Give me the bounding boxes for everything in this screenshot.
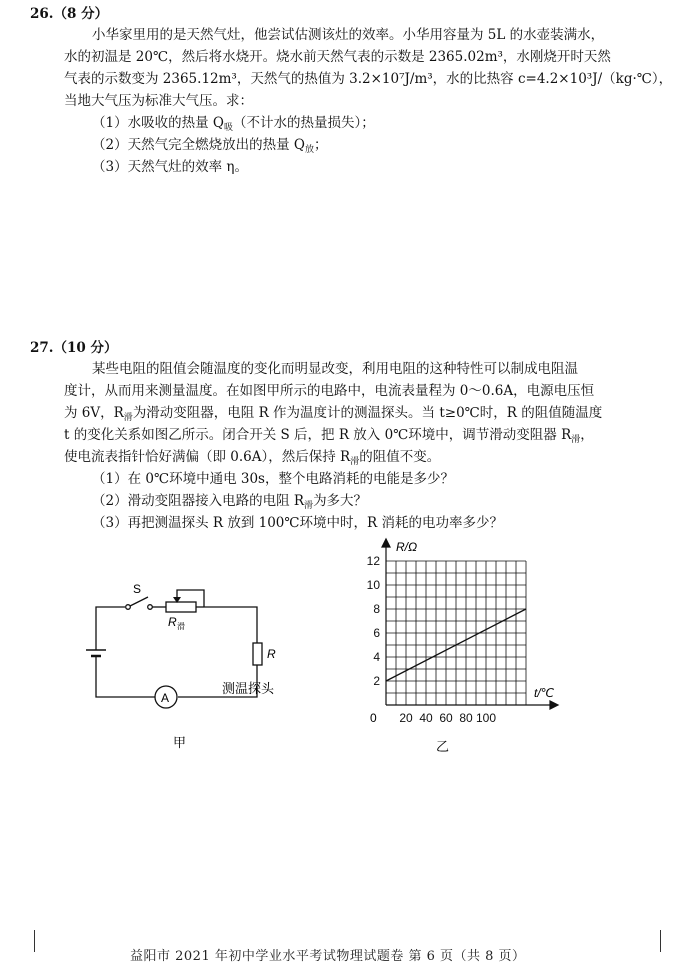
rheostat-body: [166, 602, 196, 612]
q26-item-3: （3）天然气灶的效率 η。: [92, 159, 248, 175]
q27-line-1: 某些电阻的阻值会随温度的变化而明显改变，利用电阻的这种特性可以制成电阻温: [92, 361, 578, 377]
x-axis-arrow: [550, 701, 558, 709]
chart-caption: 乙: [436, 739, 450, 754]
corner-mark-left: [12, 930, 35, 952]
x-tick-label: 20: [399, 711, 413, 725]
rheostat-label: R: [168, 615, 177, 629]
chart-origin-label: 0: [370, 711, 377, 725]
q27-line-4: t 的变化关系如图乙所示。闭合开关 S 后，把 R 放入 0℃环境中，调节滑动变阻器 $R_滑$，: [64, 427, 594, 445]
y-axis-arrow: [382, 539, 390, 547]
corner-mark-right: [660, 930, 683, 952]
q27-line-2: 度计，从而用来测量温度。在如图甲所示的电路中，电流表量程为 0～0.6A，电源电压恒: [64, 383, 595, 399]
y-tick-label: 6: [373, 626, 380, 640]
q27-header: 27.（10 分）: [30, 340, 118, 356]
chart-x-label: t/℃: [534, 686, 555, 700]
resistor-body: [253, 643, 262, 665]
rheostat-sub: 滑: [177, 622, 185, 631]
y-tick-label: 8: [373, 602, 380, 616]
circuit-diagram: [70, 575, 320, 755]
switch-contact-right: [148, 605, 153, 610]
q27-item-3: （3）再把测温探头 R 放到 100℃环境中时，R 消耗的电功率多少？: [92, 515, 503, 531]
circuit-wire-bottom-left: [96, 657, 155, 697]
switch-blade: [130, 597, 148, 606]
q26-line-3: 气表的示数变为 2365.12m³，天然气的热值为 3.2×10⁷J/m³，水的比热容 c=4.2×10³J/（kg·℃），: [64, 71, 673, 87]
q26-line-2: 水的初温是 20℃，然后将水烧开。烧水前天然气表的示数是 2365.02m³，水刚烧开时天然: [64, 49, 611, 65]
page-footer: 益阳市 2021 年初中学业水平考试物理试题卷 第 6 页（共 8 页）: [130, 949, 526, 964]
circuit-caption: 甲: [173, 735, 187, 750]
r-t-chart: [358, 535, 598, 760]
y-tick-label: 4: [373, 650, 380, 664]
circuit-wire-top-left: [96, 607, 125, 650]
q26-header: 26.（8 分）: [30, 6, 109, 22]
x-tick-label: 100: [475, 711, 497, 725]
x-tick-label: 60: [439, 711, 453, 725]
q27-line-3: 为 6V，$R_滑$为滑动变阻器，电阻 R 作为温度计的测温探头。当 t≥0℃时，R 的阻值随温度: [64, 405, 603, 423]
y-tick-label: 2: [373, 674, 380, 688]
q26-line-1: 小华家里用的是天然气灶，他尝试估测该灶的效率。小华用容量为 5L 的水壶装满水，: [92, 27, 605, 43]
y-tick-label: 12: [366, 554, 380, 568]
q26-item-2: （2）天然气完全燃烧放出的热量 $Q_放$；: [92, 137, 328, 155]
circuit-wire-right: [204, 607, 257, 643]
q26-line-4: 当地大气压为标准大气压。求：: [64, 93, 253, 109]
resistor-label: R: [267, 647, 276, 661]
y-tick-label: 10: [366, 578, 380, 592]
probe-label: 测温探头: [222, 681, 275, 696]
ammeter-label: A: [161, 691, 170, 705]
q26-item-1: （1）水吸收的热量 $Q_吸$（不计水的热量损失）；: [92, 115, 375, 133]
x-tick-label: 80: [459, 711, 473, 725]
chart-y-label: R/Ω: [396, 540, 418, 554]
q27-item-1: （1）在 0℃环境中通电 30s，整个电路消耗的电能是多少？: [92, 471, 454, 487]
x-tick-label: 40: [419, 711, 433, 725]
q27-line-5: 使电流表指针恰好满偏（即 0.6A），然后保持 $R_滑$的阻值不变。: [64, 449, 441, 467]
switch-contact-left: [126, 605, 131, 610]
switch-label: S: [133, 582, 142, 596]
q27-item-2: （2）滑动变阻器接入电路的电阻 $R_滑$为多大？: [92, 493, 368, 511]
